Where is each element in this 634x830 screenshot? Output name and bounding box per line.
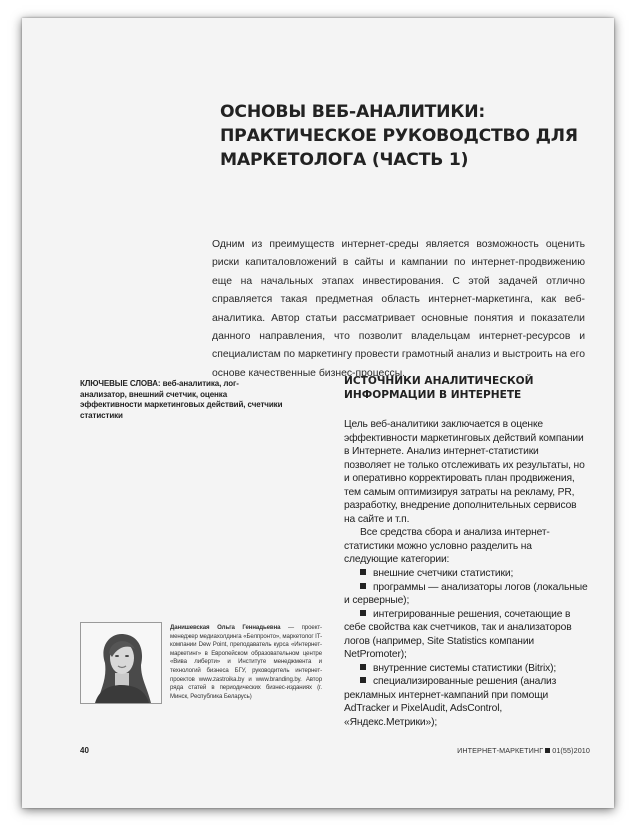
portrait-icon xyxy=(81,623,161,703)
square-bullet-icon xyxy=(360,569,366,575)
list-item: внутренние системы статистики (Bitrix); xyxy=(344,662,588,676)
page-number: 40 xyxy=(80,746,89,755)
keywords-block xyxy=(80,379,285,421)
list-item: интегрированные решения, сочетающие в себе свойства как счетчиков, так и анализаторов логов (например, Site Statistics компании NetPromoter); xyxy=(344,608,572,661)
square-bullet-icon xyxy=(360,610,366,616)
journal-issue: 01(55)2010 xyxy=(552,746,590,755)
list-item: внешние счетчики статистики; xyxy=(344,567,588,581)
magazine-page xyxy=(22,18,614,808)
body-paragraph-1: Цель веб-аналитики заключается в оценке эффективности маркетинговых действий компании в Интернете. Анализ интернет-статистики позволяет не только отслеживать их результаты, но и оперативно корректировать план продвижения, тем самым оптимизируя затраты на рекламу, PR, разработку, внедрение дополнительных сервисов на сайте и т.п. xyxy=(344,419,585,525)
journal-name: ИНТЕРНЕТ-МАРКЕТИНГ xyxy=(457,746,544,755)
square-bullet-icon xyxy=(360,664,366,670)
square-bullet-icon xyxy=(360,583,366,589)
article-lead: Одним из преимуществ интернет-среды является возможность оценить риски капиталовложений в сайты и кампании по интернет-продвижению еще на начальных этапах инвестирования. С этой задачей отлично справляется такая предметная область интернет-маркетинга, как веб-аналитика. Автор статьи рассматривает основные понятия и показатели данного направления, что позволит владельцам интернет-ресурсов и специалистам по маркетингу провести грамотный анализ и выстроить на его основе качественные бизнес-процессы. xyxy=(212,239,586,379)
square-bullet-icon xyxy=(360,677,366,683)
keywords-text: веб-аналитика, лог-анализатор, внешний счетчик, оценка эффективности маркетинговых действий, счетчики статистики xyxy=(80,379,283,420)
author-bio xyxy=(170,624,322,701)
list-item: программы — анализаторы логов (локальные и серверные); xyxy=(344,581,588,607)
section-heading: ИСТОЧНИКИ АНАЛИТИЧЕСКОЙ ИНФОРМАЦИИ В ИНТЕРНЕТЕ xyxy=(344,375,534,401)
author-name: Данишевская Ольга Геннадьевна xyxy=(170,624,281,631)
square-separator-icon xyxy=(545,748,550,753)
keywords-label: КЛЮЧЕВЫЕ СЛОВА: xyxy=(80,379,161,388)
article-title: ОСНОВЫ ВЕБ-АНАЛИТИКИ: ПРАКТИЧЕСКОЕ РУКОВОДСТВО ДЛЯ МАРКЕТОЛОГА (ЧАСТЬ 1) xyxy=(220,102,578,170)
body-column xyxy=(344,418,588,730)
list-item: специализированные решения (анализ рекламных интернет-кампаний при помощи AdTracker и PixelAudit, AdsControl, «Яндекс.Метрики»); xyxy=(344,676,557,729)
journal-footer xyxy=(457,746,590,755)
author-photo xyxy=(80,622,162,704)
category-list xyxy=(344,567,588,730)
author-description: — проект-менеджер медиахолдинга «Белпронто», маркетолог IT-компании Dew Point, преподаватель курса «Интернет-маркетинг» в Европейском образовательном центре «Вива либерти» и Институте менеджмента и технологий бизнеса БГУ, руководитель интернет-проектов www.zastroika.by и www.branding.by. Автор ряда статей в периодических бизнес-изданиях (г. Минск, Республика Беларусь) xyxy=(170,624,322,700)
body-paragraph-2: Все средства сбора и анализа интернет-статистики можно условно разделить на следующие категории: xyxy=(344,527,550,566)
